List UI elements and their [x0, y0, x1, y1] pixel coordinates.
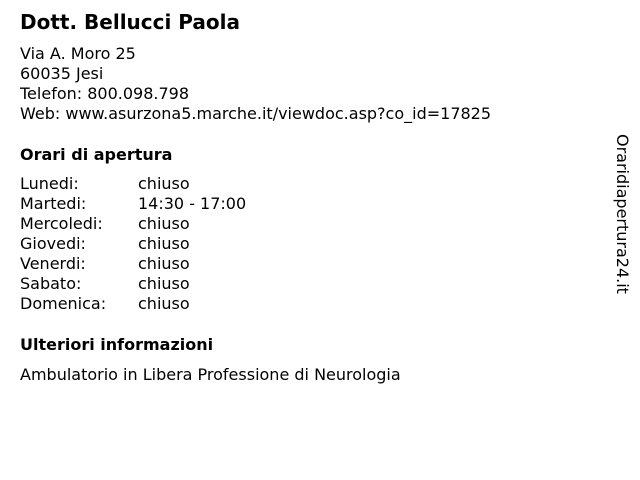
day-hours: chiuso [138, 174, 190, 193]
day-label: Domenica: [20, 294, 107, 313]
day-label: Lunedi: [20, 174, 79, 193]
day-hours: chiuso [138, 214, 190, 233]
phone-number: Telefon: 800.098.798 [20, 84, 190, 103]
address-street: Via A. Moro 25 [20, 44, 136, 63]
day-hours: chiuso [138, 294, 190, 313]
watermark-text: Oraridiapertura24.it [613, 134, 632, 294]
page-title: Dott. Bellucci Paola [20, 10, 241, 34]
site-watermark [612, 134, 632, 308]
day-hours: chiuso [138, 234, 190, 253]
day-hours: chiuso [138, 274, 190, 293]
address-city: 60035 Jesi [20, 64, 104, 83]
additional-info-heading: Ulteriori informazioni [20, 335, 214, 354]
day-label: Sabato: [20, 274, 82, 293]
address-block [20, 44, 491, 124]
day-label: Mercoledi: [20, 214, 103, 233]
day-hours: chiuso [138, 254, 190, 273]
additional-info-text: Ambulatorio in Libera Professione di Neurologia [20, 365, 401, 384]
day-hours: 14:30 - 17:00 [138, 194, 247, 213]
day-label: Martedi: [20, 194, 87, 213]
website-link[interactable]: Web: www.asurzona5.marche.it/viewdoc.asp?co_id=17825 [20, 104, 492, 123]
opening-hours-heading: Orari di apertura [20, 145, 173, 164]
day-label: Venerdi: [20, 254, 86, 273]
day-label: Giovedi: [20, 234, 86, 253]
